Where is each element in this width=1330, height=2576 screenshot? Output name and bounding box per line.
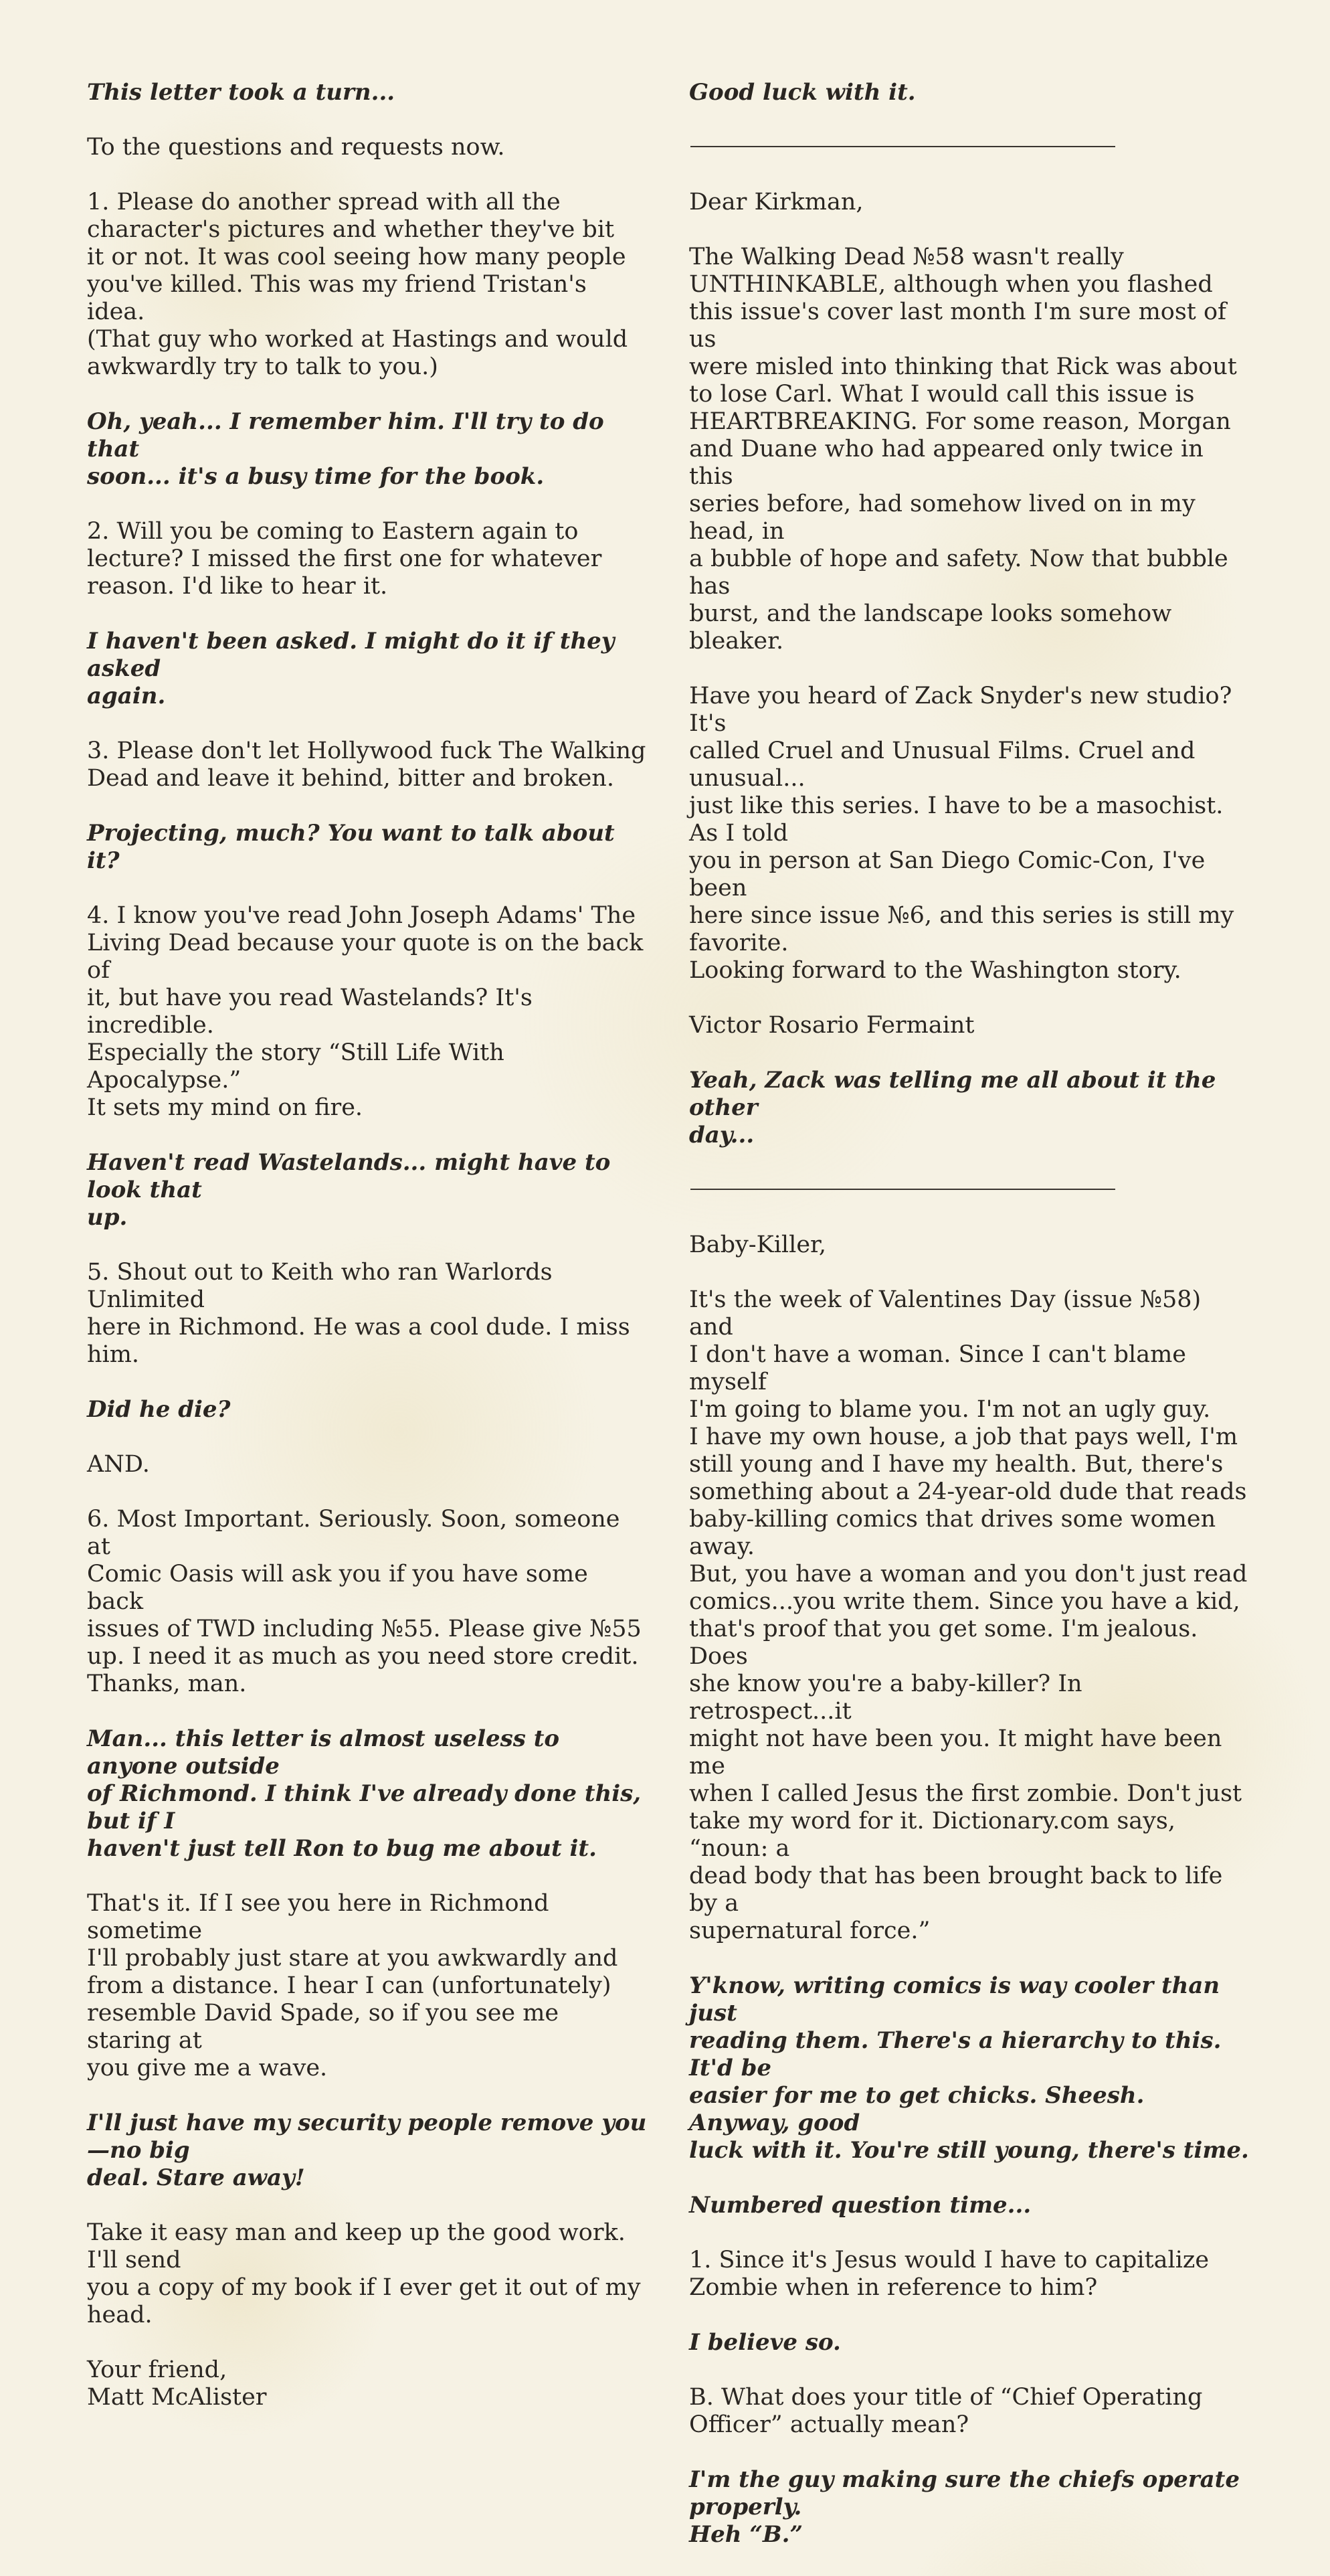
letter-text: That's it. If I see you here in Richmond sometime I'll probably just stare at you awkwardly and from a distance. I hear I can (unfortunately) resemble David Spade, so if you see me staring at you give me a wave.: [87, 1890, 618, 2081]
letter-text: To the questions and requests now.: [87, 134, 505, 161]
response-text: Oh, yeah... I remember him. I'll try to do that soon... it's a busy time for the book.: [87, 408, 604, 490]
response-text: Man... this letter is almost useless to anyone outside of Richmond. I think I've already done this, but if I haven't just tell Ron to bug me about it.: [87, 1725, 642, 1862]
response-text: I'm the guy making sure the chiefs operate properly. Heh “B.”: [689, 2466, 1240, 2548]
letter-text: It's the week of Valentines Day (issue №58) and I don't have a woman. Since I can't blame myself I'm going to blame you. I'm not an ugly guy. I have my own house, a job that pays well, I'm still young and I have my health. But, there's something about a 24-year-old dude that reads baby-killing comics that drives some women away. But, you have a woman and you don't just read comics...you write them. Since you have a kid, that's proof that you get some. I'm jealous. Does she know you're a baby-killer? In retrospect...it might not have been you. It might have been me when I called Jesus the first zombie. Don't just take my word for it. Dictionary.com says, “noun: a dead body that has been brought back to life by a supernatural force.”: [689, 1286, 1248, 1944]
letter-text: 3. Please don't let Hollywood fuck The Walking Dead and leave it behind, bitter and broken.: [87, 738, 646, 792]
letter-text: AND.: [87, 1451, 150, 1478]
letter-signature: Your friend, Matt McAlister: [87, 2356, 267, 2411]
letter-text: Take it easy man and keep up the good work. I'll send you a copy of my book if I ever get it out of my head.: [87, 2219, 641, 2328]
response-text: Yeah, Zack was telling me all about it the other day...: [689, 1067, 1216, 1148]
response-text: Y'know, writing comics is way cooler than just reading them. There's a hierarchy to this. It'd be easier for me to get chicks. Sheesh. Anyway, good luck with it. You're still young, there's time.: [689, 1972, 1249, 2164]
right-column: [689, 79, 1251, 2576]
response-text: Projecting, much? You want to talk about it?: [87, 820, 615, 874]
letter-text: B. What does your title of “Chief Operating Officer” actually mean?: [689, 2384, 1203, 2438]
response-text: I'll just have my security people remove you—no big deal. Stare away!: [87, 2110, 647, 2191]
letter-divider: [689, 1177, 1251, 1204]
letter-divider: [689, 134, 1251, 161]
left-column: [87, 79, 649, 2439]
response-text: Did he die?: [87, 1396, 231, 1423]
letter-signature: Victor Rosario Fermaint: [689, 1012, 975, 1039]
letter-text: 4. I know you've read John Joseph Adams' The Living Dead because your quote is on the back of it, but have you read Wastelands? It's incredible. Especially the story “Still Life With Apocalypse.” It sets my mind on fire.: [87, 902, 644, 1121]
letter-text: 1. Since it's Jesus would I have to capitalize Zombie when in reference to him?: [689, 2247, 1210, 2301]
letter-salutation: Baby-Killer,: [689, 1231, 827, 1258]
response-text: Haven't read Wastelands... might have to look that up.: [87, 1149, 611, 1231]
response-text: I haven't been asked. I might do it if they asked again.: [87, 628, 615, 709]
response-text: I believe so.: [689, 2329, 841, 2356]
response-text: Good luck with it.: [689, 79, 916, 106]
letter-text: 1. Please do another spread with all the character's pictures and whether they've bit it or not. It was cool seeing how many people you've killed. This was my friend Tristan's idea. (That guy who worked at Hastings and would awkwardly try to talk to you.): [87, 189, 628, 380]
letter-text: The Walking Dead №58 wasn't really UNTHINKABLE, although when you flashed this issue's cover last month I'm sure most of us were misled into thinking that Rick was about to lose Carl. What I would call this issue is HEARTBREAKING. For some reason, Morgan and Duane who had appeared only twice in this series before, had somehow lived on in my head, in a bubble of hope and safety. Now that bubble has burst, and the landscape looks somehow bleaker.: [689, 244, 1237, 655]
letter-text: 5. Shout out to Keith who ran Warlords Unlimited here in Richmond. He was a cool dude. I miss him.: [87, 1259, 630, 1368]
letter-text: 6. Most Important. Seriously. Soon, someone at Comic Oasis will ask you if you have some back issues of TWD including №55. Please give №55 up. I need it as much as you need store credit. Thanks, man.: [87, 1506, 642, 1697]
letter-text: 2. Will you be coming to Eastern again to lecture? I missed the first one for whatever reason. I'd like to hear it.: [87, 518, 602, 600]
letter-text: Have you heard of Zack Snyder's new studio? It's called Cruel and Unusual Films. Cruel and unusual... just like this series. I have to be a masochist. As I told you in person at San Diego Comic-Con, I've been here since issue №6, and this series is still my favorite. Looking forward to the Washington story.: [689, 683, 1234, 984]
response-text: Numbered question time...: [689, 2192, 1032, 2219]
letter-salutation: Dear Kirkman,: [689, 189, 864, 216]
response-text: This letter took a turn...: [87, 79, 395, 106]
